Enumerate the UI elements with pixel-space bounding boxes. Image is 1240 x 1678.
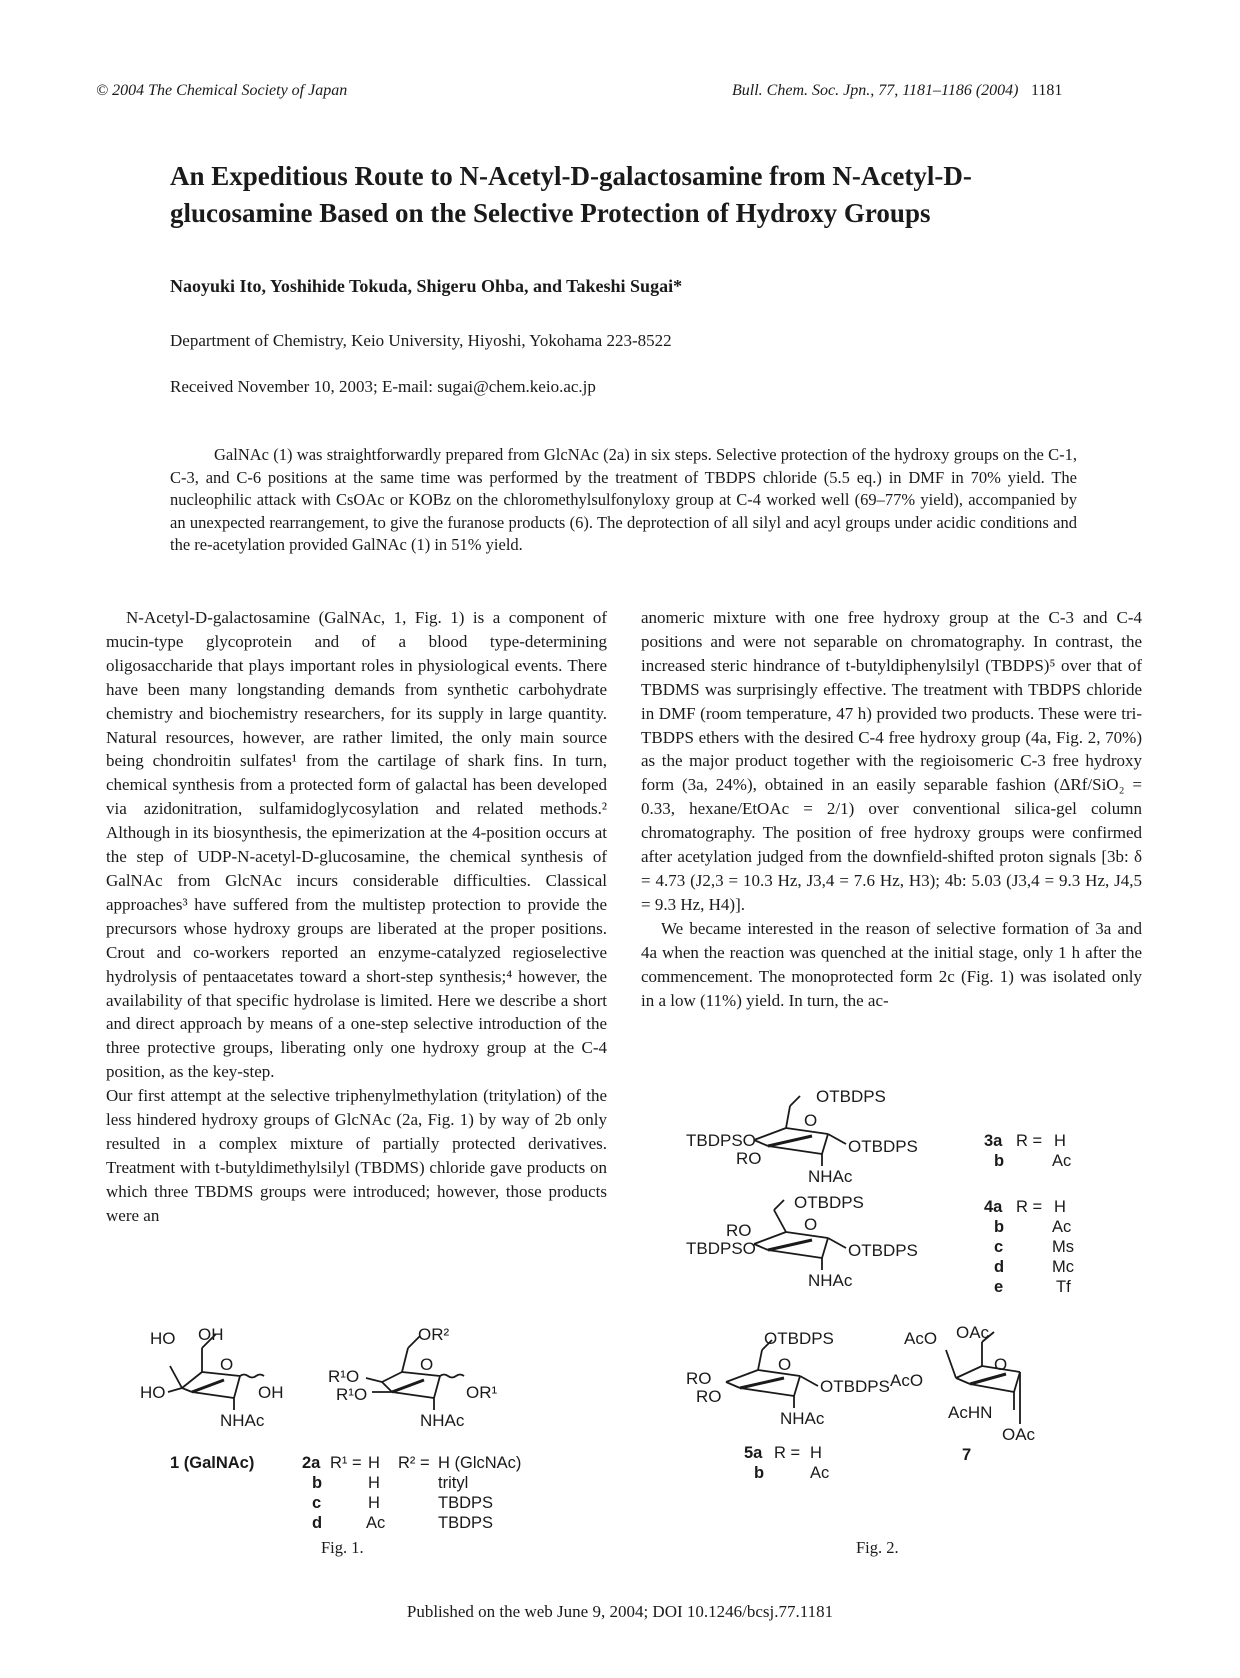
figure-1 (140, 1320, 610, 1550)
table-header-r1-value: H (368, 1454, 380, 1472)
received-line: Received November 10, 2003; E-mail: sugai@chem.keio.ac.jp (170, 377, 596, 396)
journal-citation: Bull. Chem. Soc. Jpn., 77, 1181–1186 (2004) (732, 82, 1019, 99)
s4-ring-o: O (804, 1215, 818, 1234)
s5-nhac: NHAc (780, 1409, 825, 1428)
table-row-r2: trityl (438, 1474, 469, 1492)
glcnac-or1: OR¹ (466, 1383, 498, 1402)
galnac-ho3: HO (140, 1383, 166, 1402)
tbdps-paragraph: anomeric mixture with one free hydroxy group at the C-3 and C-4 positions and were not separable on chromatography. In contrast, the increased steric hindrance of t-butyldiphenylsilyl (TBDPS)⁵ over that of TBDMS was surprisingly effective. The treatment with TBDPS chloride in DMF (room temperature, 47 h) provided two products. These were tri-TBDPS ethers with the desired C-4 free hydroxy group (4a, Fig. 2, 70%) as the major product together with the regioisomeric C-3 free hydroxy form (3a, 24%), obtained in an easily separable fashion (ΔRf/SiO₂ = 0.33, hexane/EtOAc = 2/1) over conventional silica-gel column chromatography. The position of free hydroxy groups were confirmed after acetylation judged from the downfield-shifted proton signals [3b: δ = 4.73 (J2,3 = 10.3 Hz, J3,4 = 7.6 Hz, H3); 4b: 5.03 (J3,4 = 9.3 Hz, J4,5 = 9.3 Hz, H4)]. (641, 608, 1142, 914)
s4-left-lower: TBDPSO (686, 1239, 756, 1258)
galnac-oh6: OH (198, 1325, 224, 1344)
abstract: GalNAc (1) was straightforwardly prepared from GlcNAc (2a) in six steps. Selective protection of the hydroxy groups on the C-1, C-3, and C-6 positions at the same time was performed by the treatment of TBDPS chloride (5.5 eq.) in DMF in 70% yield. The nucleophilic attack with CsOAc or KOBz on the chloromethylsulfonyloxy group at C-4 worked well (69–77% yield), accompanied by an unexpected rearrangement, to give the furanose products (6). The deprotection of all silyl and acyl groups under acidic conditions and the re-acetylation provided GalNAc (1) in 51% yield. (170, 445, 1077, 555)
left-column (106, 606, 607, 1228)
s4-right: OTBDPS (848, 1241, 918, 1260)
intro-paragraph: N-Acetyl-D-galactosamine (GalNAc, 1, Fig. 1) is a component of mucin-type glycoprotein and of a blood type-determining oligosaccharide that plays important roles in physiological events. There have been many longstanding demands from synthetic carbohydrate chemistry and biochemistry researchers, for its supply in large quantity. Natural resources, however, are rather limited, the only main source being chondroitin sulfates¹ from the cartilage of shark fins. In turn, chemical synthesis from a protected form of galactal has been developed via azidonitration, sulfamidoglycosylation and related methods.² Although in its biosynthesis, the epimerization at the 4-position occurs at the step of UDP-N-acetyl-D-glucosamine, the chemical synthesis of GalNAc from GlcNAc incurs considerable difficulties. Classical approaches³ have suffered from the multistep protection to provide the precursors whose hydroxy groups are liberated at the proper positions. Crout and co-workers reported an enzyme-catalyzed regioselective hydrolysis of pentaacetates toward a short-step synthesis;⁴ however, the availability of that specific hydrolase is limited. Here we describe a short and direct approach by means of a one-step selective introduction of the three protective groups, liberating only one hydroxy group at the C-4 position, as the key-step. (106, 608, 607, 1082)
table-row-r2: TBDPS (438, 1514, 494, 1532)
galnac-ring-o: O (220, 1355, 234, 1374)
compound-5-structure (726, 1340, 818, 1408)
s5-top: OTBDPS (764, 1329, 834, 1348)
table-row-compound: d (312, 1514, 323, 1532)
glcnac-nhac: NHAc (420, 1411, 465, 1430)
s7-oac6: OAc (956, 1323, 990, 1342)
figure-1-caption: Fig. 1. (321, 1538, 364, 1557)
s5-row-compound: b (754, 1464, 765, 1482)
galnac-nhac: NHAc (220, 1411, 265, 1430)
table-header-r2: R² = (398, 1454, 430, 1472)
table-row-r2: TBDPS (438, 1494, 494, 1512)
s5-row-compound: 5a (744, 1444, 763, 1462)
table-header-r1: R¹ = (330, 1454, 362, 1472)
s4-left-upper: RO (726, 1221, 752, 1240)
figure-2 (686, 1088, 1096, 1528)
s4-row-value: Tf (1056, 1278, 1071, 1296)
right-column (641, 606, 1142, 1012)
glcnac-ring-o: O (420, 1355, 434, 1374)
s4-nhac: NHAc (808, 1271, 853, 1290)
paper-title: An Expeditious Route to N-Acetyl-D-galactosamine from N-Acetyl-D-glucosamine Based on the Selective Protection of Hydroxy Groups (170, 161, 972, 228)
s7-oac1: OAc (1002, 1425, 1036, 1444)
s5-right: OTBDPS (820, 1377, 890, 1396)
s3-ring-o: O (804, 1111, 818, 1130)
s5-ring-o: O (778, 1355, 792, 1374)
s4-row-compound: d (994, 1258, 1005, 1276)
glcnac-r1o-3: R¹O (336, 1385, 368, 1404)
galnac-structure (168, 1334, 264, 1410)
s4-row-value: Ac (1052, 1218, 1072, 1236)
s3-row-compound: 3a (984, 1132, 1003, 1150)
s3-left-lower: RO (736, 1149, 762, 1168)
s5-row-r: R = (774, 1444, 801, 1462)
s4-row-value: Ms (1052, 1238, 1074, 1256)
s5-row-value: H (810, 1444, 822, 1462)
s5-left-lower: RO (696, 1387, 722, 1406)
table-row-r1: H (368, 1494, 380, 1512)
s4-top: OTBDPS (794, 1193, 864, 1212)
s3-row-r: R = (1016, 1132, 1043, 1150)
publication-footer: Published on the web June 9, 2004; DOI 10.1246/bcsj.77.1181 (406, 1602, 834, 1621)
galnac-label: 1 (GalNAc) (170, 1454, 255, 1472)
s3-right: OTBDPS (848, 1137, 918, 1156)
tritylation-paragraph: Our first attempt at the selective triphenylmethylation (tritylation) of the less hindered hydroxy groups of GlcNAc (2a, Fig. 1) by way of 2b only resulted in a complex mixture of partially protected derivatives. Treatment with t-butyldimethylsilyl (TBDMS) chloride gave products on which three TBDMS groups were introduced; however, those products were an (106, 1086, 607, 1225)
s5-left-upper: RO (686, 1369, 712, 1388)
fig1-table (302, 1454, 521, 1532)
s7-aco4: AcO (904, 1329, 938, 1348)
s3-row-value: H (1054, 1132, 1066, 1150)
s4-row-value: H (1054, 1198, 1066, 1216)
s3-nhac: NHAc (808, 1167, 853, 1186)
figure-2-caption: Fig. 2. (856, 1538, 899, 1557)
s4-row-compound: 4a (984, 1198, 1003, 1216)
table-row-compound: c (312, 1494, 322, 1512)
s7-achn: AcHN (948, 1403, 993, 1422)
s3-top: OTBDPS (816, 1088, 886, 1106)
compound-3-structure (754, 1096, 846, 1166)
table-row-r1: Ac (366, 1514, 386, 1532)
glcnac-structure (366, 1336, 464, 1410)
galnac-ho4: HO (150, 1329, 176, 1348)
s4-row-compound: b (994, 1218, 1005, 1236)
table-header-compound: 2a (302, 1454, 321, 1472)
s3-row-value: Ac (1052, 1152, 1072, 1170)
author-list: Naoyuki Ito, Yoshihide Tokuda, Shigeru Ohba, and Takeshi Sugai* (170, 276, 683, 296)
s7-aco3: AcO (890, 1371, 924, 1390)
table-row-r1: H (368, 1474, 380, 1492)
glcnac-or2: OR² (418, 1325, 450, 1344)
s3-left-upper: TBDPSO (686, 1131, 756, 1150)
affiliation: Department of Chemistry, Keio University, Hiyoshi, Yokohama 223-8522 (170, 331, 672, 350)
s5-row-value: Ac (810, 1464, 830, 1482)
copyright-header: © 2004 The Chemical Society of Japan (96, 82, 348, 99)
s4-row-compound: c (994, 1238, 1004, 1256)
s7-label: 7 (962, 1446, 972, 1464)
glcnac-r1o-4: R¹O (328, 1367, 360, 1386)
galnac-oh1: OH (258, 1383, 284, 1402)
selectivity-paragraph: We became interested in the reason of selective formation of 3a and 4a when the reaction was quenched at the initial stage, only 1 h after the commencement. The monoprotected form 2c (Fig. 1) was isolated only in a low (11%) yield. In turn, the ac- (641, 918, 1142, 1010)
s3-row-compound: b (994, 1152, 1005, 1170)
s4-row-compound: e (994, 1278, 1004, 1296)
table-header-r2-value: H (GlcNAc) (438, 1454, 522, 1472)
page-number: 1181 (1031, 82, 1063, 99)
s7-ring-o: O (994, 1355, 1008, 1374)
s4-row-r: R = (1016, 1198, 1043, 1216)
table-row-compound: b (312, 1474, 323, 1492)
s4-row-value: Mc (1052, 1258, 1074, 1276)
